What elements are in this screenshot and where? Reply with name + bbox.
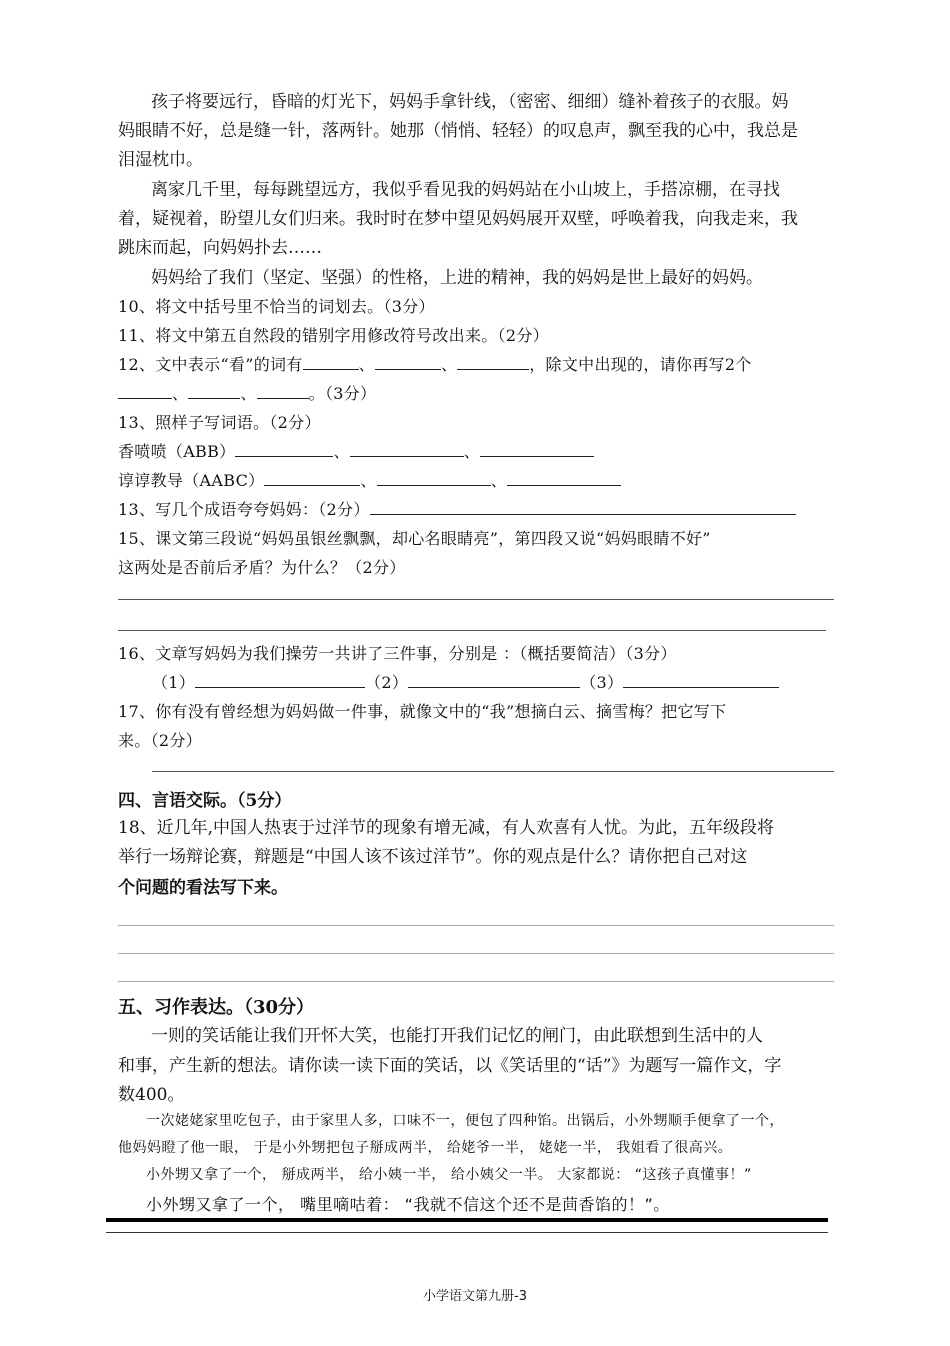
section-4-title: 四、言语交际。（5分） bbox=[118, 791, 292, 811]
story-line4: 小外甥又拿了一个， 嘴里嘀咕着： “我就不信这个还不是茴香馅的！”。 bbox=[146, 1195, 670, 1214]
story-line3: 小外甥又拿了一个， 掰成两半， 给小姨一半， 给小姨父一半。 大家都说： “这孩子真懂事！” bbox=[146, 1167, 752, 1183]
section-5-prompt-line1: 一则的笑话能让我们开怀大笑，也能打开我们记忆的闸门，由此联想到生活中的人 bbox=[151, 1026, 763, 1046]
passage-p1-line1: 孩子将要远行，昏暗的灯光下，妈妈手拿针线，（密密、细细）缝补着孩子的衣服。妈 bbox=[151, 92, 789, 112]
question-15-line1: 15、课文第三段说“妈妈虽银丝飘飘，却心名眼睛亮”，第四段又说“妈妈眼睛不好” bbox=[118, 529, 711, 548]
q12-sep-5: 。 bbox=[308, 384, 325, 403]
story-line1: 一次姥姥家里吃包子，由于家里人多，口味不一，便包了四种馅。出锅后，小外甥顺手便拿了一个， bbox=[146, 1113, 784, 1129]
passage-p2-line3: 跳床而起，向妈妈扑去…… bbox=[118, 238, 322, 258]
q13-abb-sep-1: 、 bbox=[333, 442, 350, 461]
q12-blank-2[interactable] bbox=[375, 353, 441, 370]
q13-aabc-blank-2[interactable] bbox=[377, 469, 491, 486]
q15-answer-line-2[interactable] bbox=[118, 630, 826, 631]
q18-line2: 举行一场辩论赛，辩题是“中国人该不该过洋节”。你的观点是什么？请你把自己对这 bbox=[118, 847, 748, 867]
question-17-line1: 17、你有没有曾经想为妈妈做一件事，就像文中的“我”想摘白云、摘雪梅？把它写下 bbox=[118, 702, 727, 721]
q16-item-2: （2） bbox=[365, 673, 409, 692]
q18-answer-line-2[interactable] bbox=[118, 953, 834, 954]
q18-line3: 个问题的看法写下来。 bbox=[118, 878, 288, 898]
thick-divider bbox=[106, 1218, 828, 1222]
q13-abb-sep-2: 、 bbox=[463, 442, 481, 461]
q18-line1: 18、近几年,中国人热衷于过洋节的现象有增无减，有人欢喜有人忧。为此，五年级段将 bbox=[118, 818, 775, 838]
question-17-line2: 来。（2分） bbox=[118, 731, 202, 750]
section-5-prompt-line2: 和事，产生新的想法。请你读一读下面的笑话，以《笑话里的“话”》为题写一篇作文，字 bbox=[118, 1056, 782, 1076]
page-footer: 小学语文第九册-3 bbox=[423, 1289, 527, 1304]
question-12-text-b: ，除文中出现的，请你再写2个 bbox=[529, 355, 752, 374]
section-5-prompt-line3: 数400。 bbox=[118, 1085, 185, 1105]
question-13-aabc bbox=[118, 468, 621, 491]
question-13-abb bbox=[118, 439, 594, 462]
q12-blank-5[interactable] bbox=[188, 382, 240, 399]
question-12-text-c: （3分） bbox=[324, 384, 377, 403]
question-12-text-a: 12、文中表示“看”的词有 bbox=[118, 355, 303, 374]
q13-aabc-sep-1: 、 bbox=[360, 471, 377, 490]
q18-answer-line-1[interactable] bbox=[118, 925, 834, 926]
story-line2: 他妈妈瞪了他一眼， 于是小外甥把包子掰成两半， 给姥爷一半， 姥姥一半， 我姐看了很高兴。 bbox=[118, 1140, 733, 1156]
q13-abb-label: 香喷喷（ABB） bbox=[118, 442, 236, 461]
passage-p2-line1: 离家几千里，每每跳望远方，我似乎看见我的妈妈站在小山坡上，手搭凉棚，在寻找 bbox=[151, 180, 780, 200]
question-15-line2: 这两处是否前后矛盾？为什么？（2分） bbox=[118, 558, 406, 577]
q13-aabc-sep-2: 、 bbox=[490, 471, 508, 490]
passage-p3: 妈妈给了我们（坚定、坚强）的性格，上进的精神，我的妈妈是世上最好的妈妈。 bbox=[151, 268, 763, 288]
question-13b bbox=[118, 497, 796, 520]
q16-item-1: （1） bbox=[152, 673, 196, 692]
question-13b-text: 13、写几个成语夸夸妈妈：（2分） bbox=[118, 500, 370, 519]
q18-answer-line-3[interactable] bbox=[118, 981, 834, 982]
passage-p2-line2: 着，疑视着，盼望儿女们归来。我时时在梦中望见妈妈展开双壁，呼唤着我，向我走来，我 bbox=[118, 209, 798, 229]
q16-item-3: （3） bbox=[580, 673, 624, 692]
passage-p1-line3: 泪湿枕巾。 bbox=[118, 150, 203, 170]
q12-sep-1: 、 bbox=[358, 355, 375, 374]
q13-abb-blank-1[interactable] bbox=[235, 440, 333, 457]
q13-aabc-label: 谆谆教导（AABC） bbox=[118, 471, 265, 490]
question-16: 16、文章写妈妈为我们操劳一共讲了三件事，分别是 ：（概括要简洁）（3分） bbox=[118, 644, 677, 663]
q15-answer-line-1[interactable] bbox=[118, 599, 834, 600]
q16-blank-1[interactable] bbox=[195, 671, 365, 688]
q13-aabc-blank-1[interactable] bbox=[264, 469, 360, 486]
q12-blank-1[interactable] bbox=[303, 353, 359, 370]
q12-blank-4[interactable] bbox=[118, 382, 172, 399]
q16-blank-3[interactable] bbox=[623, 671, 779, 688]
question-10: 10、将文中括号里不恰当的词划去。（3分） bbox=[118, 297, 435, 316]
q12-sep-4: 、 bbox=[240, 384, 257, 403]
q13-aabc-blank-3[interactable] bbox=[507, 469, 621, 486]
q12-blank-6[interactable] bbox=[257, 382, 309, 399]
question-12-line2 bbox=[118, 381, 376, 404]
q13-abb-blank-3[interactable] bbox=[480, 440, 594, 457]
q17-answer-line[interactable] bbox=[152, 771, 834, 772]
question-16-items bbox=[152, 670, 779, 693]
question-11: 11、将文中第五自然段的错别字用修改符号改出来。（2分） bbox=[118, 326, 549, 345]
q12-sep-2: 、 bbox=[440, 355, 458, 374]
passage-p1-line2: 妈眼睛不好，总是缝一针，落两针。她那（悄悄、轻轻）的叹息声，飘至我的心中，我总是 bbox=[118, 121, 798, 141]
question-12 bbox=[118, 352, 752, 375]
section-5-title: 五、习作表达。（30分） bbox=[118, 997, 315, 1018]
q12-sep-3: 、 bbox=[172, 384, 189, 403]
q13-abb-blank-2[interactable] bbox=[350, 440, 464, 457]
thin-divider bbox=[106, 1232, 828, 1233]
question-13: 13、照样子写词语。（2分） bbox=[118, 413, 321, 432]
q12-blank-3[interactable] bbox=[457, 353, 529, 370]
q16-blank-2[interactable] bbox=[408, 671, 580, 688]
q13b-blank[interactable] bbox=[370, 498, 796, 515]
